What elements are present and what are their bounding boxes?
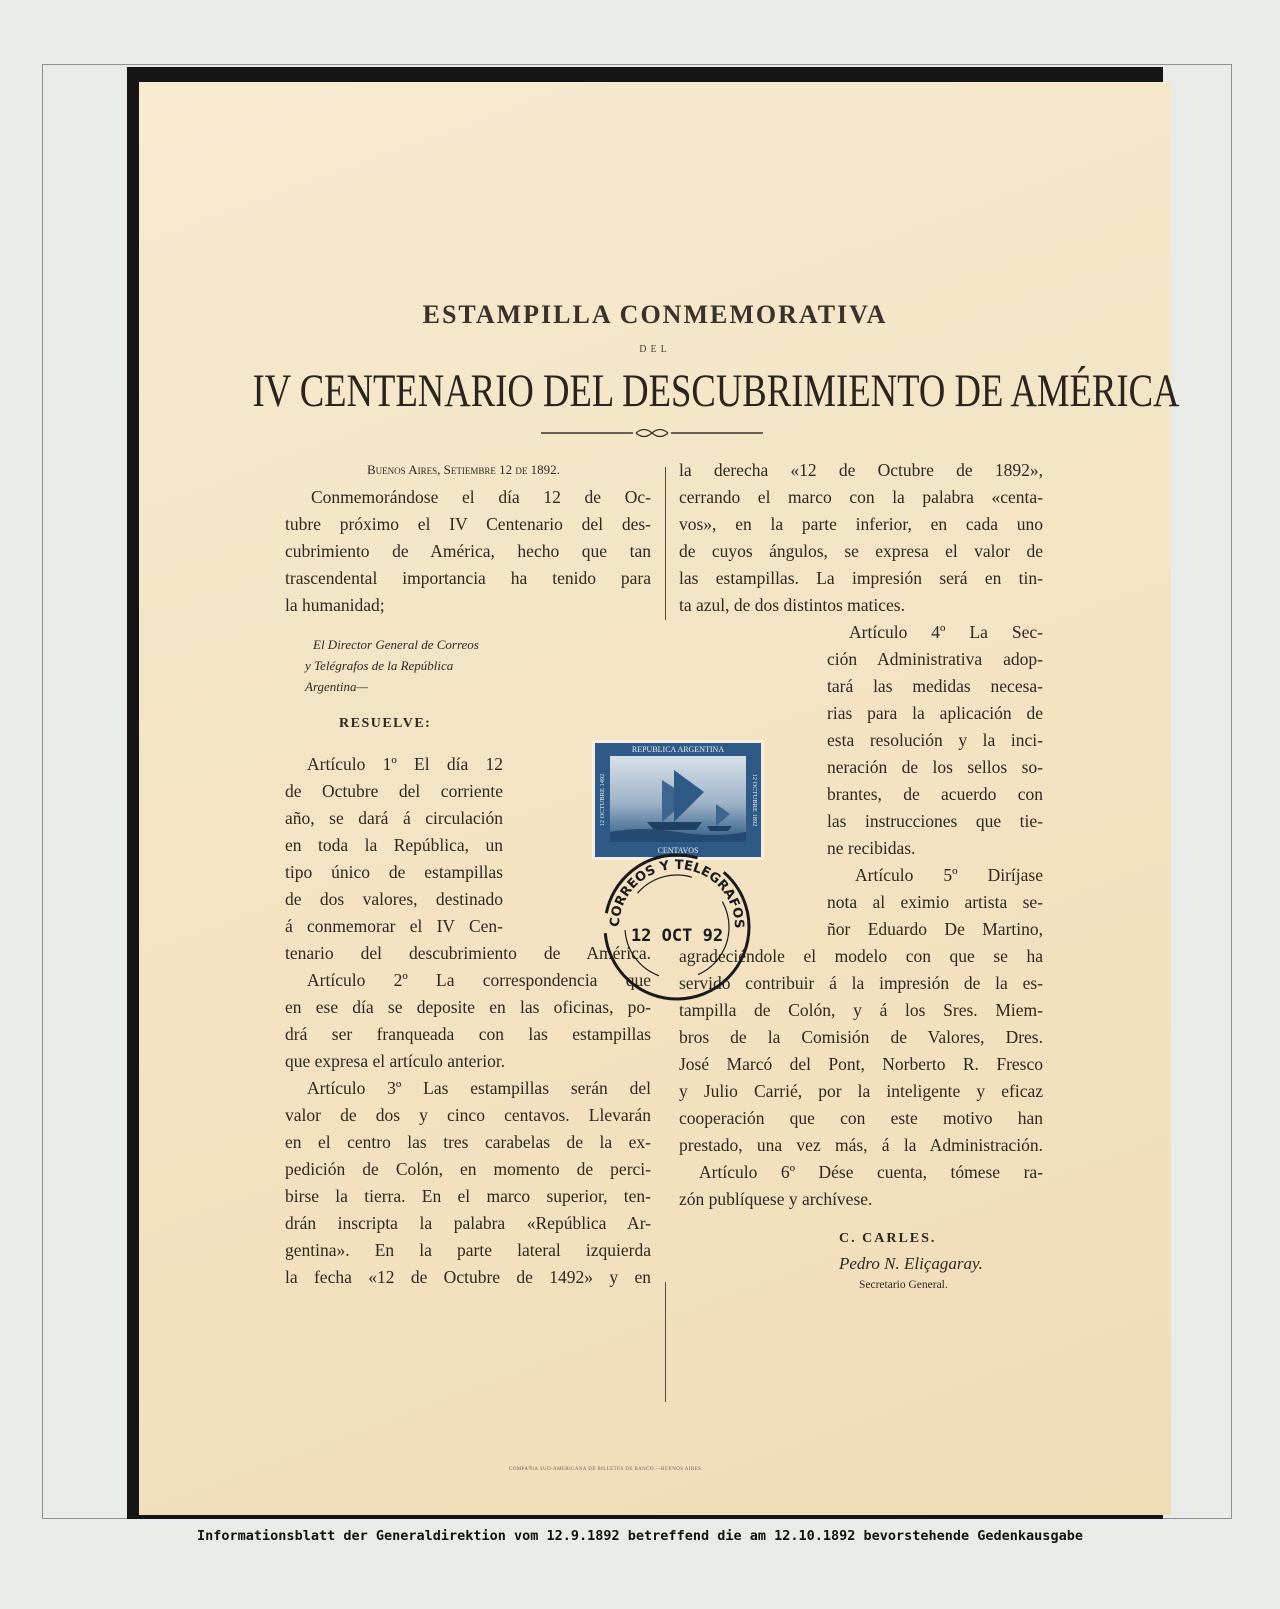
right-narrow-line: Artículo 4º La Sec- <box>849 622 1043 642</box>
svg-text:12 OCTUBRE 1892: 12 OCTUBRE 1892 <box>751 773 758 827</box>
right-column-line: vos», en la parte inferior, en cada uno <box>679 514 1043 534</box>
right-column-line: la derecha «12 de Octubre de 1892», <box>679 460 1043 480</box>
commemorative-stamp <box>592 740 764 860</box>
right-narrow-line: brantes, de acuerdo con <box>827 784 1043 804</box>
svg-text:REPUBLICA ARGENTINA: REPUBLICA ARGENTINA <box>631 745 725 754</box>
postmark-cancel <box>597 847 757 1007</box>
left-column-line: pedición de Colón, en momento de perci- <box>285 1159 651 1179</box>
title-centenario: IV CENTENARIO DEL DESCUBRIMIENTO DE AMÉRICA <box>252 365 1180 417</box>
right-column-line: de cuyos ángulos, se expresa el valor de <box>679 541 1043 561</box>
left-column-line: que expresa el artículo anterior. <box>285 1051 506 1071</box>
left-column-line: año, se dará á circulación <box>285 808 503 828</box>
left-column-line: en toda la República, un <box>285 835 503 855</box>
left-column-line: valor de dos y cinco centavos. Llevarán <box>285 1105 651 1125</box>
right-bottom-line: cooperación que con este motivo han <box>679 1108 1043 1128</box>
right-bottom-line: agradeciéndole el modelo con que se ha <box>679 946 1043 966</box>
director-line: El Director General de Correos <box>313 637 479 652</box>
right-bottom-line: zón publíquese y archívese. <box>679 1189 873 1209</box>
svg-text:12 OCTUBRE 1492: 12 OCTUBRE 1492 <box>599 773 606 827</box>
resuelve-heading: RESUELVE: <box>339 716 432 731</box>
signature-secretary: Pedro N. Eliçagaray. <box>839 1254 983 1273</box>
right-bottom-line: bros de la Comisión de Valores, Dres. <box>679 1027 1043 1047</box>
left-column-line: de Octubre del corriente <box>285 781 503 801</box>
left-column-line: tenario del descubrimiento de América. <box>285 943 651 963</box>
right-narrow-line: Artículo 5º Diríjase <box>855 865 1043 885</box>
right-narrow-line: esta resolución y la inci- <box>827 730 1043 750</box>
left-column-line: tipo único de estampillas <box>285 862 503 882</box>
left-column-line: drá ser franqueada con las estampillas <box>285 1024 651 1044</box>
right-bottom-line: servido contribuir á la impresión de la es- <box>679 973 1043 993</box>
intro-line: Conmemorándose el día 12 de Oc- <box>311 487 651 507</box>
title-estampilla: ESTAMPILLA CONMEMORATIVA <box>422 300 888 329</box>
intro-line: la humanidad; <box>285 595 385 615</box>
signature-name: C. CARLES. <box>839 1231 937 1246</box>
right-narrow-line: las instrucciones que tie- <box>827 811 1043 831</box>
right-narrow-line: ñor Eduardo De Martino, <box>827 919 1043 939</box>
printer-imprint: COMPAÑIA SUD-AMERICANA DE BILLETES DE BANCO.—BUENOS AIRES. <box>509 1467 703 1472</box>
director-line: y Telégrafos de la República <box>305 658 454 673</box>
title-del: DEL <box>639 344 671 355</box>
svg-text:CENTAVOS: CENTAVOS <box>657 846 699 855</box>
right-column-line: cerrando el marco con la palabra «centa- <box>679 487 1043 507</box>
right-narrow-line: ne recibidas. <box>827 838 916 858</box>
column-rule <box>665 1282 666 1402</box>
signature-title: Secretario General. <box>859 1279 948 1291</box>
intro-line: trascendental importancia ha tenido para <box>285 568 651 588</box>
left-column-line: Artículo 2º La correspondencia que <box>307 970 651 990</box>
right-narrow-line: tará las medidas necesa- <box>827 676 1043 696</box>
right-column-line: ta azul, de dos distintos matices. <box>679 595 905 615</box>
left-column-line: birse la tierra. En el marco superior, ten- <box>285 1186 651 1206</box>
right-bottom-line: y Julio Carrié, por la inteligente y eficaz <box>679 1081 1043 1101</box>
right-bottom-line: José Marcó del Pont, Norberto R. Fresco <box>679 1054 1043 1074</box>
right-bottom-line: prestado, una vez más, á la Administración. <box>679 1135 1043 1155</box>
director-line: Argentina— <box>305 679 369 694</box>
right-column-line: las estampillas. La impresión será en tin- <box>679 568 1043 588</box>
intro-line: tubre próximo el IV Centenario del des- <box>285 514 651 534</box>
left-column-line: Artículo 3º Las estampillas serán del <box>307 1078 651 1098</box>
right-bottom-line: Artículo 6º Dése cuenta, tómese ra- <box>699 1162 1043 1182</box>
ornament-divider-icon <box>541 426 763 440</box>
right-narrow-line: rias para la aplicación de <box>827 703 1043 723</box>
left-column-line: Artículo 1º El día 12 <box>307 754 503 774</box>
svg-text:CORREOS Y TELEGRAFOS: CORREOS Y TELEGRAFOS <box>607 857 747 929</box>
page-caption: Informationsblatt der Generaldirektion vom 12.9.1892 betreffend die am 12.10.1892 bevorstehende Gedenkausgabe <box>197 1528 1083 1544</box>
left-column-line: drán inscripta la palabra «República Ar- <box>285 1213 651 1233</box>
right-bottom-line: tampilla de Colón, y á los Sres. Miem- <box>679 1000 1043 1020</box>
document-sheet <box>139 82 1180 1515</box>
left-column-line: la fecha «12 de Octubre de 1492» y en <box>285 1267 651 1287</box>
left-column-line: de dos valores, destinado <box>285 889 503 909</box>
column-rule <box>665 467 666 620</box>
right-narrow-line: nota al eximio artista se- <box>827 892 1043 912</box>
left-column-line: á conmemorar el IV Cen- <box>285 916 503 936</box>
right-narrow-line: neración de los sellos so- <box>827 757 1043 777</box>
left-column-line: en ese día se deposite en las oficinas, po- <box>285 997 651 1017</box>
dateline: Buenos Aires, Setiembre 12 de 1892. <box>367 462 560 477</box>
intro-line: cubrimiento de América, hecho que tan <box>285 541 651 561</box>
left-column-line: gentina». En la parte lateral izquierda <box>285 1240 651 1260</box>
svg-text:12 OCT 92: 12 OCT 92 <box>630 926 724 946</box>
left-column-line: en el centro las tres carabelas de la ex- <box>285 1132 651 1152</box>
right-narrow-line: ción Administrativa adop- <box>827 649 1043 669</box>
